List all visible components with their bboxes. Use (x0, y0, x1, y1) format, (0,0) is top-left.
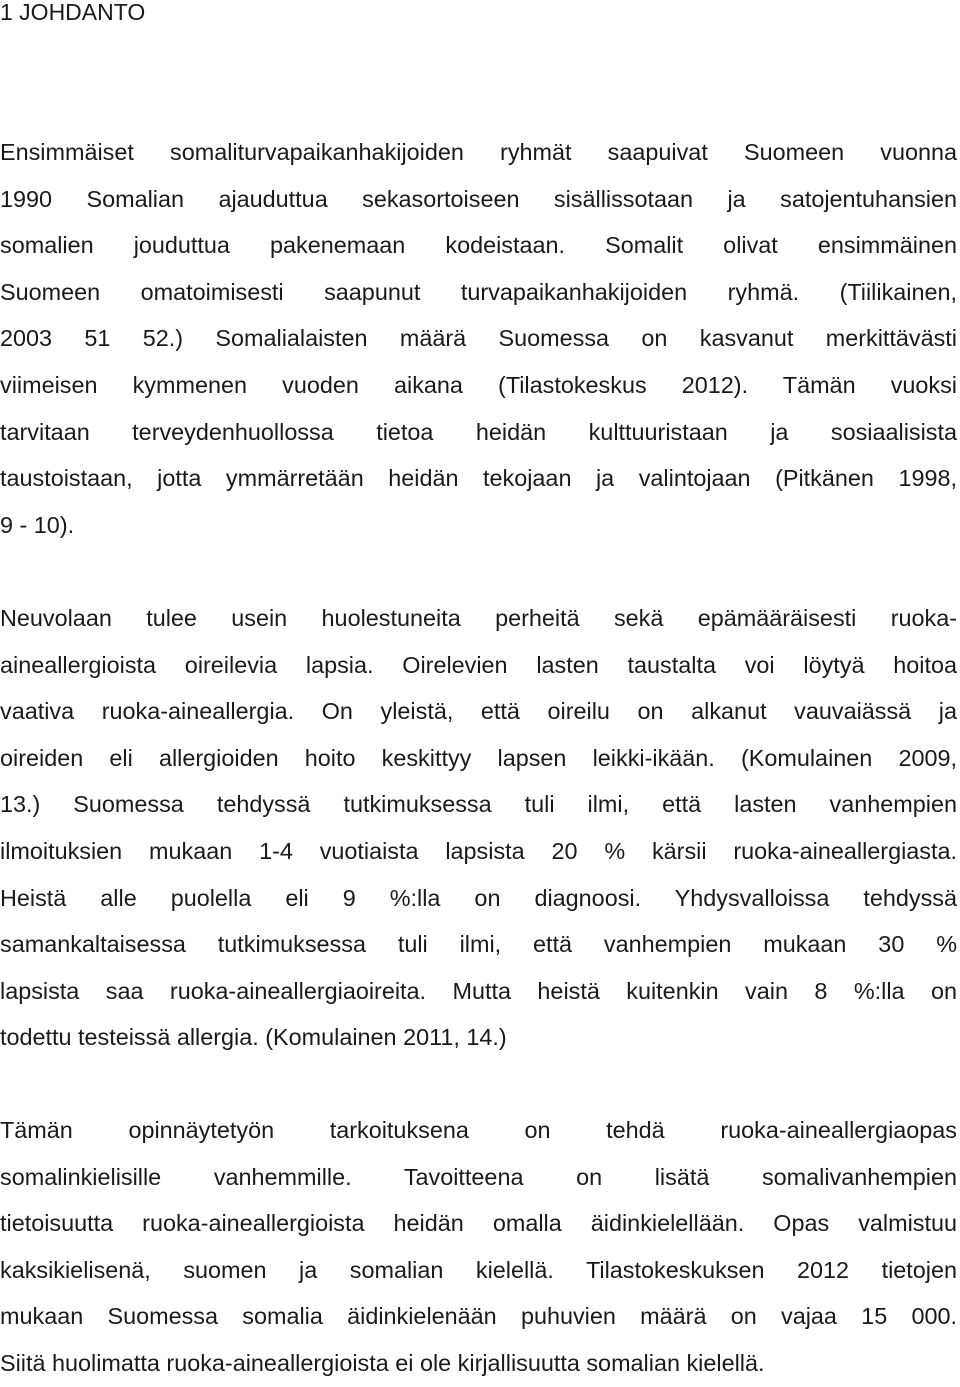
text-line: aineallergioista oireilevia lapsia. Oirelevien lasten taustalta voi löytyä hoitoa (0, 651, 957, 678)
text-line: tarvitaan terveydenhuollossa tietoa heidän kulttuuristaan ja sosiaalisista (0, 418, 957, 445)
text-line: somalien jouduttua pakenemaan kodeistaan. Somalit olivat ensimmäinen (0, 232, 957, 259)
text-line: Neuvolaan tulee usein huolestuneita perheitä sekä epämääräisesti ruoka- (0, 605, 957, 631)
text-line: ilmoituksien mukaan 1-4 vuotiaista lapsista 20 % kärsii ruoka-aineallergiasta. (0, 837, 957, 864)
text-line: Siitä huolimatta ruoka-aineallergioista ei ole kirjallisuutta somalian kielellä. (0, 1349, 765, 1376)
text-line: samankaltaisessa tutkimuksessa tuli ilmi, että vanhempien mukaan 30 % (0, 931, 957, 958)
text-line: mukaan Suomessa somalia äidinkielenään puhuvien määrä on vajaa 15 000. (0, 1303, 957, 1330)
text-line: Ensimmäiset somaliturvapaikanhakijoiden ryhmät saapuivat Suomeen vuonna (0, 139, 957, 165)
text-line: 13.) Suomessa tehdyssä tutkimuksessa tuli ilmi, että lasten vanhempien (0, 791, 957, 818)
text-line: oireiden eli allergioiden hoito keskittyy lapsen leikki-ikään. (Komulainen 2009, (0, 744, 957, 771)
text-line: vaativa ruoka-aineallergia. On yleistä, että oireilu on alkanut vauvaiässä ja (0, 698, 957, 725)
text-line: taustoistaan, jotta ymmärretään heidän tekojaan ja valintojaan (Pitkänen 1998, (0, 465, 957, 492)
text-line: somalinkielisille vanhemmille. Tavoitteena on lisätä somalivanhempien (0, 1163, 957, 1190)
text-line: 2003 51 52.) Somalialaisten määrä Suomessa on kasvanut merkittävästi (0, 325, 957, 352)
text-line: 1990 Somalian ajauduttua sekasortoiseen sisällissotaan ja satojentuhansien (0, 185, 957, 212)
text-line: 9 - 10). (0, 511, 75, 538)
text-line: Tämän opinnäytetyön tarkoituksena on tehdä ruoka-aineallergiaopas (0, 1117, 957, 1143)
text-line: Suomeen omatoimisesti saapunut turvapaikanhakijoiden ryhmä. (Tiilikainen, (0, 278, 957, 305)
paragraph-thesis-purpose (0, 1107, 957, 1387)
text-line: lapsista saa ruoka-aineallergiaoireita. Mutta heistä kuitenkin vain 8 %:lla on (0, 977, 957, 1004)
text-line: Heistä alle puolella eli 9 %:lla on diagnoosi. Yhdysvalloissa tehdyssä (0, 884, 957, 911)
text-line: kaksikielisenä, suomen ja somalian kielellä. Tilastokeskuksen 2012 tietojen (0, 1256, 957, 1283)
paragraph-allergy-prevalence (0, 595, 957, 1061)
chapter-heading: 1 JOHDANTO (0, 0, 146, 25)
text-line: todettu testeissä allergia. (Komulainen 2011, 14.) (0, 1024, 507, 1051)
paragraph-background (0, 129, 957, 548)
text-line: tietoisuutta ruoka-aineallergioista heidän omalla äidinkielellään. Opas valmistuu (0, 1210, 957, 1237)
text-line: viimeisen kymmenen vuoden aikana (Tilastokeskus 2012). Tämän vuoksi (0, 371, 957, 398)
